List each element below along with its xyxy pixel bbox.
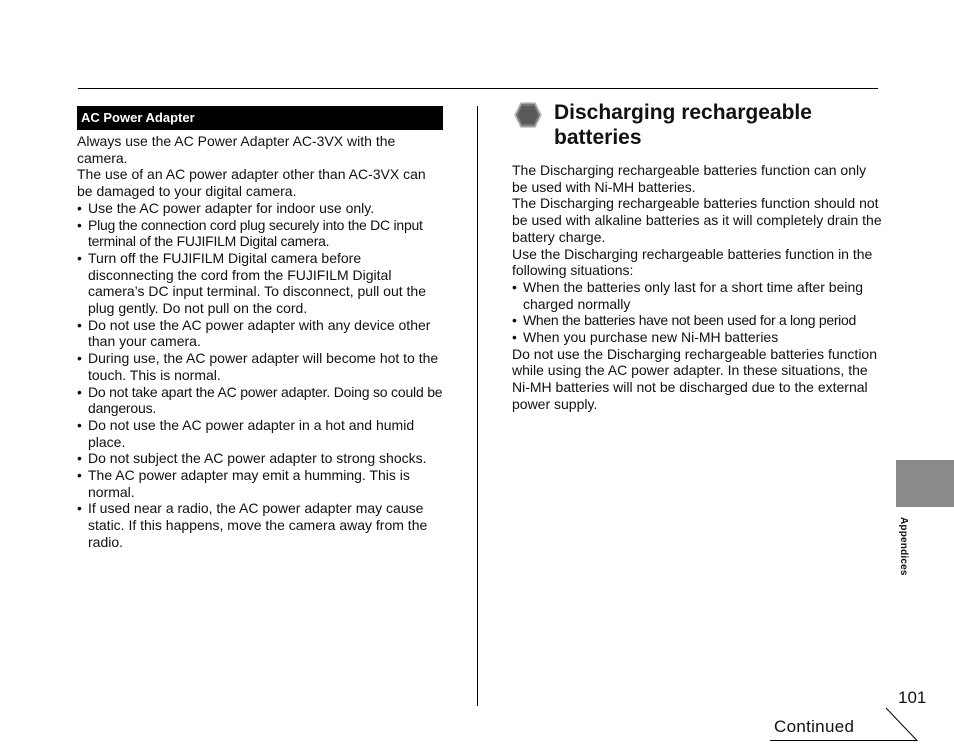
- continued-label: Continued: [774, 717, 855, 736]
- ac-adapter-bullet-list: [77, 200, 443, 551]
- body-paragraph: The Discharging rechargeable batteries function should not be used with alkaline batteries as it will completely drain the battery charge.: [512, 195, 882, 245]
- hexagon-icon: [514, 102, 542, 128]
- page-title: Discharging rechargeable batteries: [554, 101, 812, 149]
- section-title-ac-power-adapter: AC Power Adapter: [77, 106, 443, 130]
- list-item: • Use the AC power adapter for indoor use only.: [77, 200, 443, 217]
- right-body: [512, 162, 884, 413]
- list-item: • Do not use the AC power adapter with any device other than your camera.: [77, 317, 443, 350]
- right-column: [512, 100, 884, 413]
- body-paragraph: Use the Discharging rechargeable batteries function in the following situations:: [512, 245, 873, 279]
- list-item: • Plug the connection cord plug securely into the DC input terminal of the FUJIFILM Digital camera.: [77, 217, 443, 250]
- list-item: • When the batteries only last for a short time after being charged normally: [512, 279, 884, 312]
- side-tab-label: Appendices: [898, 517, 909, 576]
- list-item: • When the batteries have not been used for a long period: [512, 312, 884, 329]
- list-item: • Do not subject the AC power adapter to strong shocks.: [77, 450, 443, 467]
- closing-paragraph: Do not use the Discharging rechargeable batteries function while using the AC power adapter. In these situations, the Ni-MH batteries will not be discharged due to the external power supply.: [512, 345, 877, 412]
- list-item: • When you purchase new Ni-MH batteries: [512, 329, 884, 346]
- side-tab: [896, 460, 954, 507]
- list-item: • The AC power adapter may emit a humming. This is normal.: [77, 467, 443, 500]
- list-item: • Turn off the FUJIFILM Digital camera before disconnecting the cord from the FUJIFILM Digital camera’s DC input terminal. To disconnect, pull out the plug gently. Do not pull on the cord.: [77, 250, 443, 317]
- list-item: • Do not use the AC power adapter in a hot and humid place.: [77, 417, 443, 450]
- intro-paragraph: Always use the AC Power Adapter AC-3VX with the camera.: [77, 133, 396, 166]
- left-column: [77, 106, 443, 551]
- body-paragraph: The Discharging rechargeable batteries function can only be used with Ni-MH batteries.: [512, 162, 867, 195]
- heading-row: [512, 100, 884, 158]
- list-item: • During use, the AC power adapter will become hot to the touch. This is normal.: [77, 350, 443, 383]
- page-number: 101: [898, 688, 927, 707]
- list-item: • If used near a radio, the AC power adapter may cause static. If this happens, move the camera away from the radio.: [77, 500, 443, 550]
- top-rule: [78, 88, 878, 89]
- situations-bullet-list: [512, 279, 884, 346]
- intro-paragraph: The use of an AC power adapter other than AC-3VX can be damaged to your digital camera.: [77, 166, 426, 200]
- column-divider: [477, 106, 478, 706]
- list-item: • Do not take apart the AC power adapter. Doing so could be dangerous.: [77, 384, 443, 417]
